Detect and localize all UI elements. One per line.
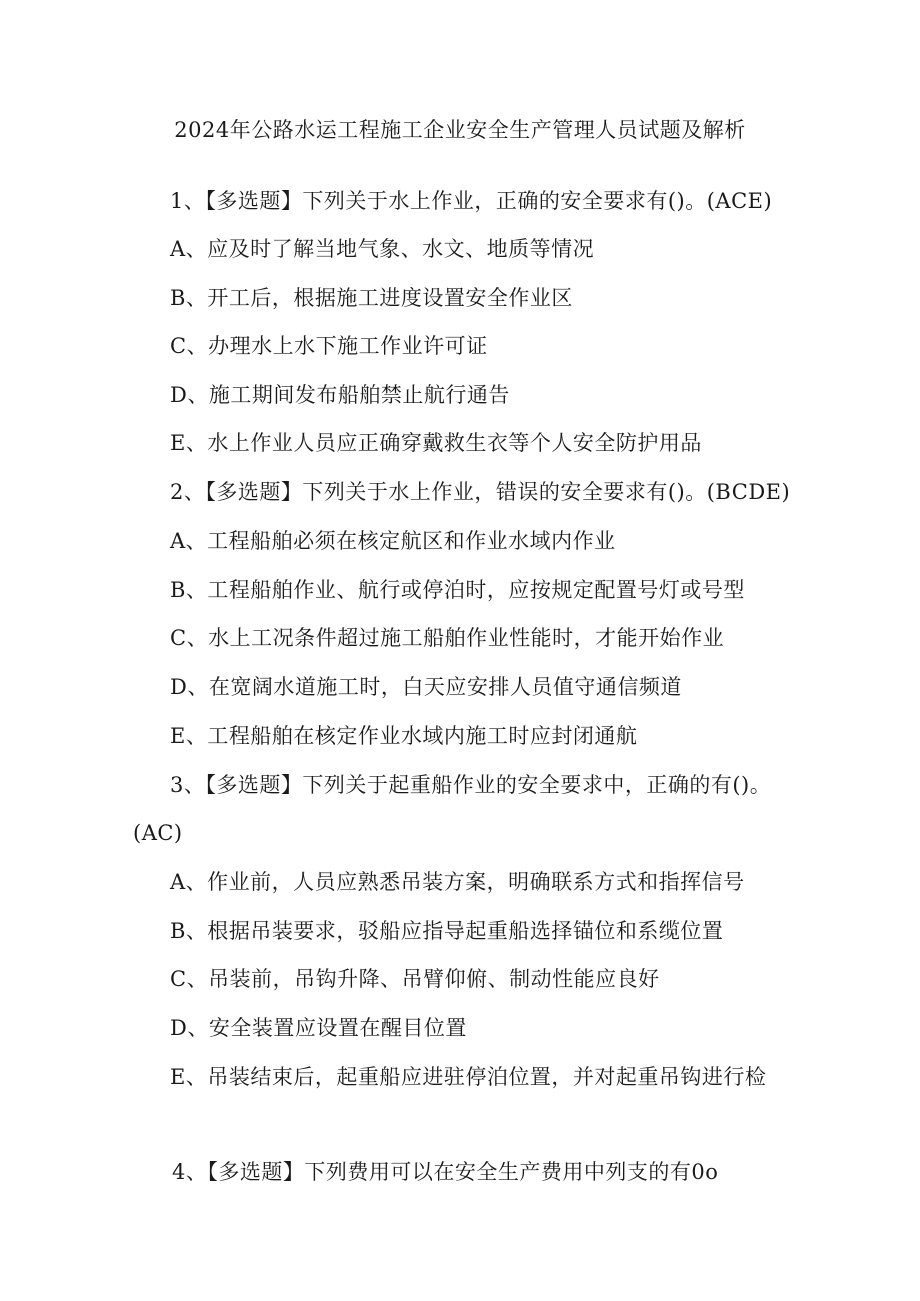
question-2-option-e: E、工程船舶在核定作业水域内施工时应封闭通航	[170, 724, 638, 748]
question-1-stem: 1、【多选题】下列关于水上作业，正确的安全要求有()。(ACE)	[170, 189, 773, 213]
question-3-answer: (AC)	[133, 821, 183, 845]
question-2-option-d: D、在宽阔水道施工时，白天应安排人员值守通信频道	[170, 675, 682, 699]
question-3-option-e: E、吊装结束后，起重船应进驻停泊位置，并对起重吊钩进行检	[170, 1065, 767, 1089]
question-1-option-a: A、应及时了解当地气象、水文、地质等情况	[170, 237, 595, 261]
question-3-stem: 3、【多选题】下列关于起重船作业的安全要求中，正确的有()。	[170, 773, 772, 797]
question-2-stem: 2、【多选题】下列关于水上作业，错误的安全要求有()。(BCDE)	[170, 480, 791, 504]
question-1-option-e: E、水上作业人员应正确穿戴救生衣等个人安全防护用品	[170, 431, 702, 455]
document-title: 2024年公路水运工程施工企业安全生产管理人员试题及解析	[174, 118, 746, 142]
question-2-option-a: A、工程船舶必须在核定航区和作业水域内作业	[170, 529, 616, 553]
question-1-option-c: C、办理水上水下施工作业许可证	[170, 334, 488, 358]
question-3-option-a: A、作业前，人员应熟悉吊装方案，明确联系方式和指挥信号	[170, 870, 745, 894]
question-3-option-c: C、吊装前，吊钩升降、吊臂仰俯、制动性能应良好	[170, 967, 660, 991]
question-2-option-c: C、水上工况条件超过施工船舶作业性能时，才能开始作业	[170, 626, 725, 650]
question-3-option-d: D、安全装置应设置在醒目位置	[170, 1016, 467, 1040]
question-2-option-b: B、工程船舶作业、航行或停泊时，应按规定配置号灯或号型	[170, 578, 745, 602]
question-3-option-b: B、根据吊装要求，驳船应指导起重船选择锚位和系缆位置	[170, 919, 724, 943]
question-1-option-d: D、施工期间发布船舶禁止航行通告	[170, 383, 510, 407]
question-4-stem: 4、【多选题】下列费用可以在安全生产费用中列支的有0o	[172, 1160, 719, 1184]
question-1-option-b: B、开工后，根据施工进度设置安全作业区	[170, 286, 573, 310]
